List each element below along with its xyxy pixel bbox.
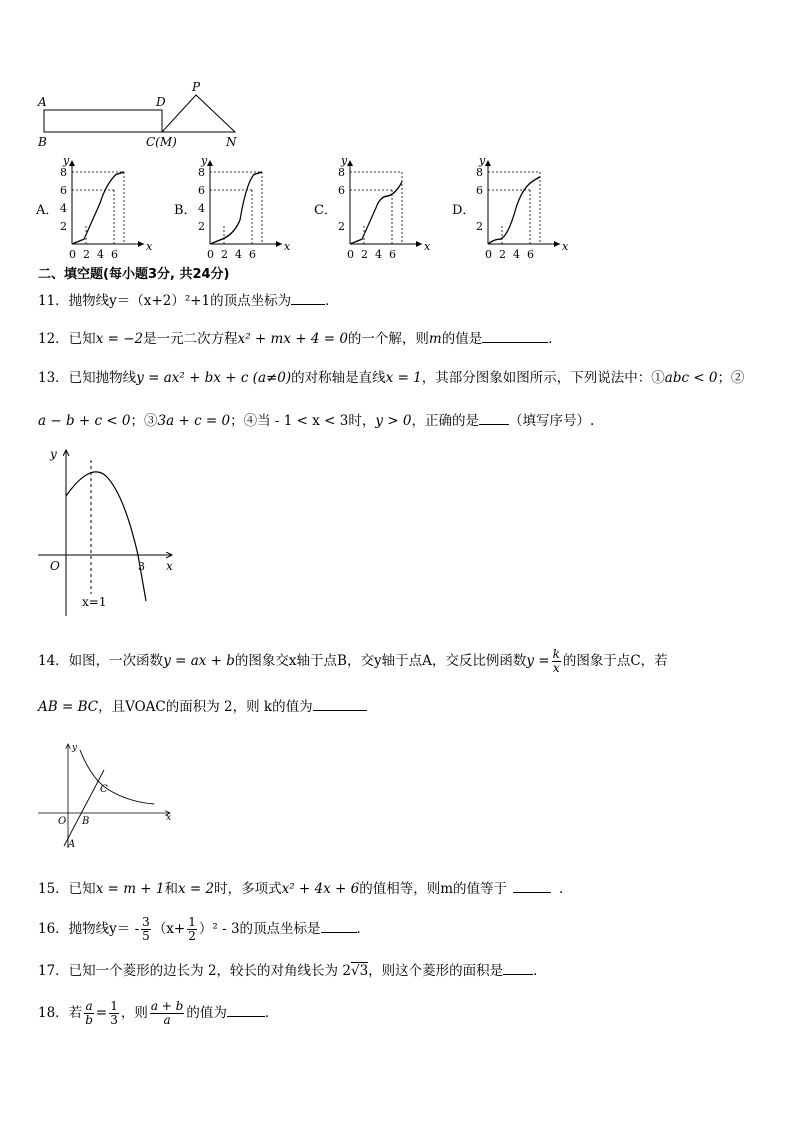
- question-15: 15．已知x = m + 1和x = 2时，多项式x² + 4x + 6的值相等，则m的值等于 ．: [38, 878, 573, 899]
- y-tick-label: 2: [338, 220, 345, 233]
- option-label: D．: [452, 203, 476, 218]
- x-tick-label: 4: [513, 248, 520, 261]
- x-tick-label: 6: [249, 248, 256, 261]
- section-title: 二、填空题(每小题3分, 共24分): [38, 267, 230, 282]
- question-16: 16．抛物线y＝ - $\frac{3}{5}$ （x+ $\frac{1}{2}$ ）² - 3的顶点坐标是 ．: [38, 915, 371, 943]
- y-tick-label: 8: [476, 166, 483, 179]
- y-tick-label: 6: [198, 184, 205, 197]
- label-P: P: [192, 80, 201, 94]
- x-tick-label: 4: [97, 248, 104, 261]
- svg-text:y: y: [63, 154, 70, 167]
- y-tick-label: 4: [198, 202, 205, 215]
- question-12: 12．已知x = −2是一元二次方程x² + mx + 4 = 0的一个解，则m的值是 ．: [38, 328, 562, 349]
- option-graph-c: [314, 154, 434, 262]
- svg-text:x: x: [166, 559, 173, 573]
- x-tick-label: 2: [361, 248, 368, 261]
- y-tick-label: 6: [338, 184, 345, 197]
- label-D: D: [156, 95, 166, 109]
- option-a: [36, 154, 156, 266]
- option-d: [452, 154, 572, 266]
- svg-text:y: y: [479, 154, 486, 167]
- svg-text:y: y: [50, 447, 57, 461]
- option-b: [174, 154, 294, 266]
- svg-text:y: y: [201, 154, 208, 167]
- x-tick-label: 6: [111, 248, 118, 261]
- svg-text:O: O: [50, 559, 60, 573]
- option-c: [314, 154, 434, 266]
- svg-text:x: x: [284, 240, 291, 253]
- svg-text:x=1: x=1: [82, 595, 107, 609]
- x-tick-label: 2: [83, 248, 90, 261]
- parabola-figure: [34, 444, 184, 619]
- y-tick-label: 6: [476, 184, 483, 197]
- y-tick-label: 2: [60, 220, 67, 233]
- option-label: B．: [174, 203, 197, 218]
- y-tick-label: 8: [60, 166, 67, 179]
- option-label: C．: [314, 203, 337, 218]
- svg-text:C: C: [100, 784, 108, 795]
- y-tick-label: 2: [476, 220, 483, 233]
- option-graph-d: [452, 154, 572, 262]
- x-tick-label: 6: [389, 248, 396, 261]
- label-N: N: [226, 135, 237, 149]
- x-tick-label: 0: [207, 248, 214, 261]
- svg-text:x: x: [146, 240, 153, 253]
- x-tick-label: 2: [499, 248, 506, 261]
- rectangle-triangle-figure: [30, 78, 250, 150]
- x-tick-label: 0: [485, 248, 492, 261]
- x-tick-label: 4: [235, 248, 242, 261]
- label-CM: C(M): [146, 135, 177, 149]
- svg-text:O: O: [58, 816, 67, 827]
- y-tick-label: 8: [338, 166, 345, 179]
- svg-text:x: x: [166, 813, 172, 823]
- q11-text: 11．抛物线y＝（x+2）²+1的顶点坐标为: [38, 293, 292, 309]
- hyperbola-line-figure: [34, 740, 179, 852]
- y-tick-label: 4: [60, 202, 67, 215]
- x-tick-label: 4: [375, 248, 382, 261]
- x-tick-label: 0: [69, 248, 76, 261]
- question-11: 11．抛物线y＝（x+2）²+1的顶点坐标为 ．: [38, 290, 339, 311]
- svg-text:B: B: [82, 816, 90, 827]
- question-13-line2: a − b + c < 0；③3a + c = 0；④当 - 1 < x < 3时，y > 0，正确的是 （填写序号）.: [38, 410, 594, 431]
- option-graph-a: [36, 154, 156, 262]
- y-tick-label: 6: [60, 184, 67, 197]
- x-tick-label: 6: [527, 248, 534, 261]
- y-tick-label: 2: [198, 220, 205, 233]
- question-14-line1: 14．如图，一次函数y = ax + b的图象交x轴于点B，交y轴于点A，交反比例函数y = $\frac{k}{x}$ 的图象于点C，若: [38, 647, 668, 675]
- option-graph-b: [174, 154, 294, 262]
- option-label: A．: [36, 203, 59, 218]
- svg-text:y: y: [72, 743, 78, 753]
- svg-text:3: 3: [138, 560, 145, 573]
- question-18: 18．若 $\frac{a}{b}$ = $\frac{1}{3}$ ，则 $\frac{a + b}{a}$ 的值为 ．: [38, 999, 279, 1027]
- svg-text:A: A: [68, 839, 76, 850]
- x-tick-label: 2: [221, 248, 228, 261]
- y-tick-label: 8: [198, 166, 205, 179]
- question-14-line2: AB = BC，且VOAC的面积为 2，则 k的值为: [38, 696, 367, 717]
- svg-text:y: y: [341, 154, 348, 167]
- label-B: B: [38, 135, 47, 149]
- svg-text:x: x: [424, 240, 431, 253]
- x-tick-label: 0: [347, 248, 354, 261]
- svg-text:x: x: [562, 240, 569, 253]
- question-13-line1: 13．已知抛物线y = ax² + bx + c (a≠0)的对称轴是直线x = 1，其部分图象如图所示，下列说法中：①abc < 0；②: [38, 370, 745, 386]
- question-17: 17．已知一个菱形的边长为 2，较长的对角线长为 2√3，则这个菱形的面积是 ．: [38, 960, 547, 981]
- label-A: A: [38, 95, 47, 109]
